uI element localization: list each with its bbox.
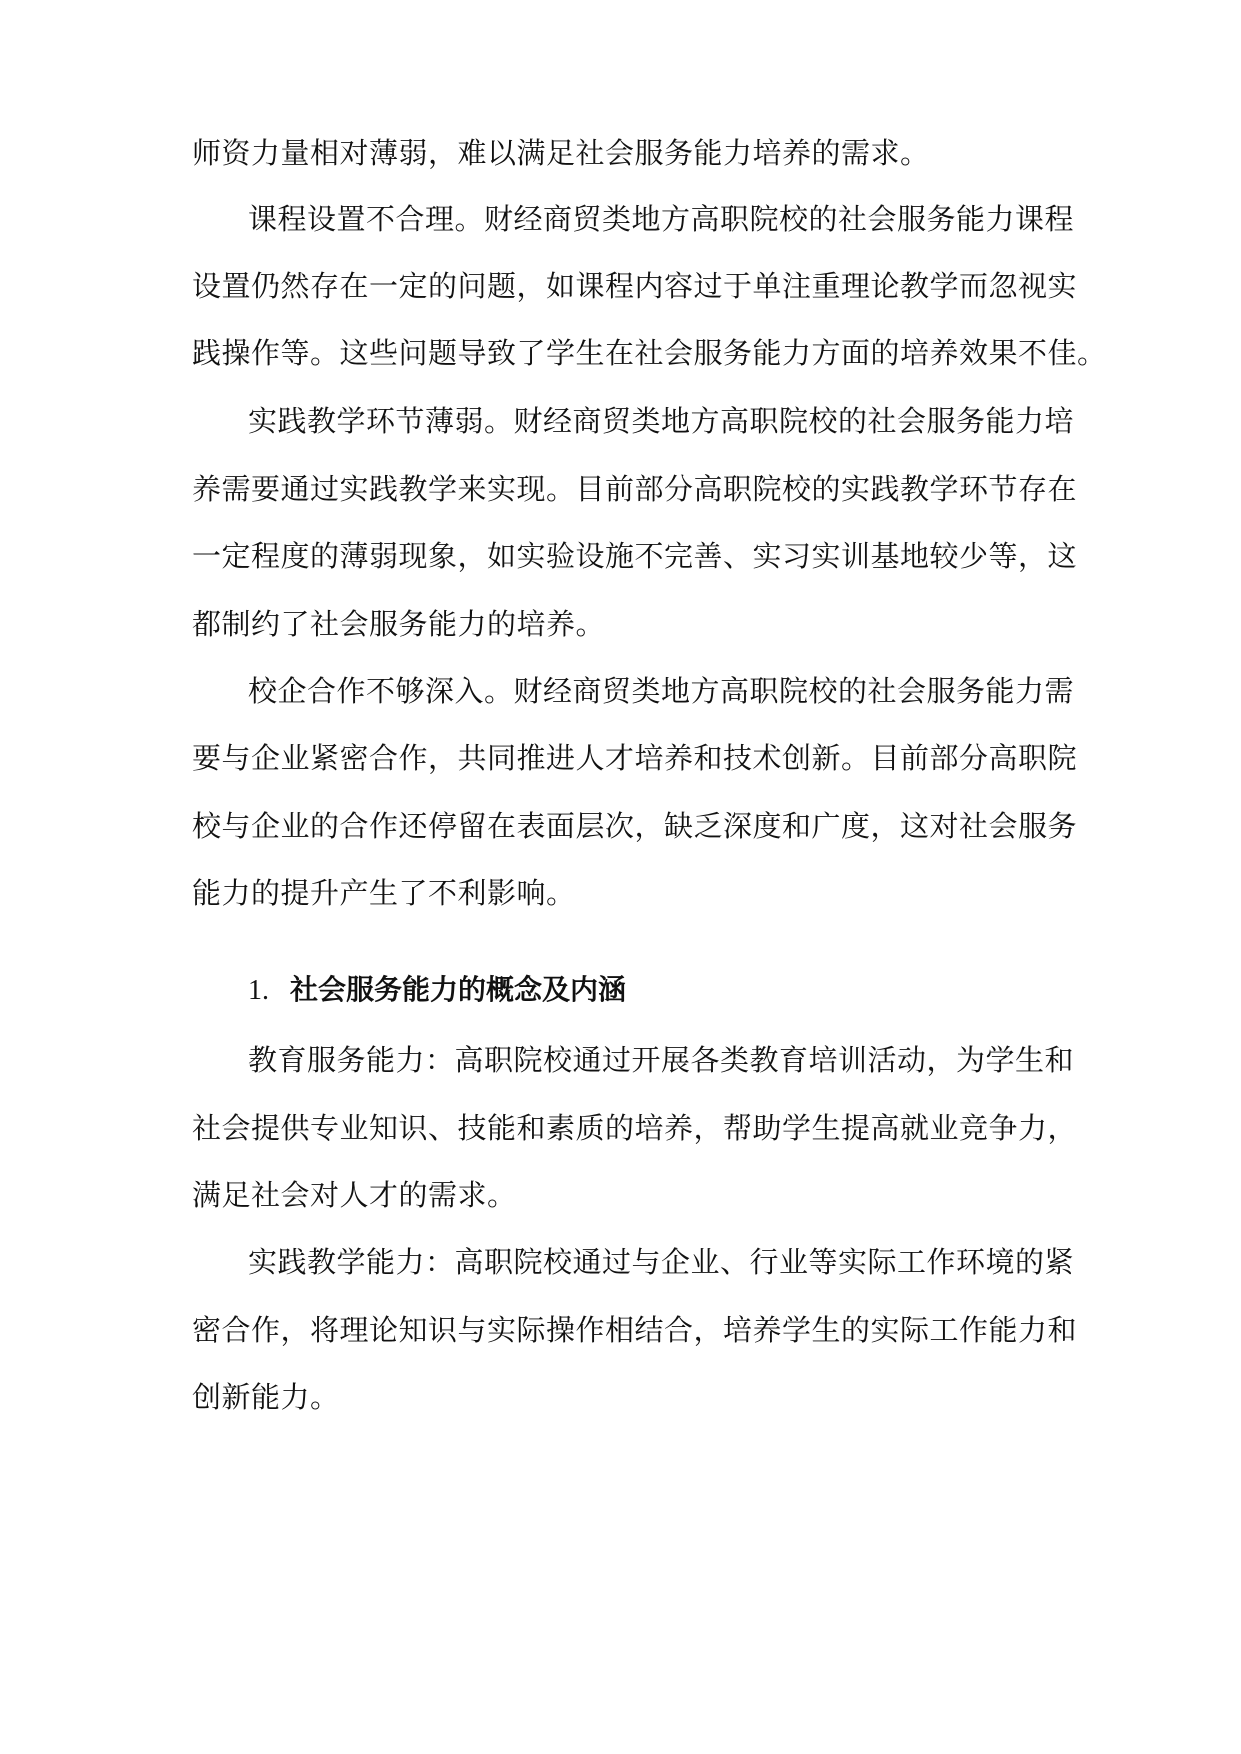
paragraph-first-line: 实践教学环节薄弱。财经商贸类地方高职院校的社会服务能力培 xyxy=(248,404,1075,438)
section-title: 社会服务能力的概念及内涵 xyxy=(290,973,627,1006)
text-line: 要与企业紧密合作，共同推进人才培养和技术创新。目前部分高职院 xyxy=(192,741,1078,775)
text-line: 能力的提升产生了不利影响。 xyxy=(192,876,576,910)
section-heading xyxy=(248,970,626,1011)
text-line: 校与企业的合作还停留在表面层次，缺乏深度和广度，这对社会服务 xyxy=(192,809,1078,843)
paragraph-first-line: 课程设置不合理。财经商贸类地方高职院校的社会服务能力课程 xyxy=(248,202,1075,236)
text-line: 创新能力。 xyxy=(192,1380,340,1414)
text-line: 养需要通过实践教学来实现。目前部分高职院校的实践教学环节存在 xyxy=(192,472,1078,506)
text-line: 践操作等。这些问题导致了学生在社会服务能力方面的培养效果不佳。 xyxy=(192,336,1107,370)
paragraph-first-line: 校企合作不够深入。财经商贸类地方高职院校的社会服务能力需 xyxy=(248,674,1075,708)
text-line: 都制约了社会服务能力的培养。 xyxy=(192,607,606,641)
section-number: 1. xyxy=(248,975,269,1006)
text-line: 一定程度的薄弱现象，如实验设施不完善、实习实训基地较少等，这 xyxy=(192,539,1078,573)
paragraph-first-line: 实践教学能力：高职院校通过与企业、行业等实际工作环境的紧 xyxy=(248,1245,1075,1279)
paragraph-first-line: 教育服务能力：高职院校通过开展各类教育培训活动，为学生和 xyxy=(248,1043,1075,1077)
text-line: 密合作，将理论知识与实际操作相结合，培养学生的实际工作能力和 xyxy=(192,1313,1078,1347)
text-line: 设置仍然存在一定的问题，如课程内容过于单注重理论教学而忽视实 xyxy=(192,269,1078,303)
text-line: 满足社会对人才的需求。 xyxy=(192,1178,517,1212)
text-line: 社会提供专业知识、技能和素质的培养，帮助学生提高就业竞争力， xyxy=(192,1111,1078,1145)
text-line: 师资力量相对薄弱，难以满足社会服务能力培养的需求。 xyxy=(192,136,930,170)
